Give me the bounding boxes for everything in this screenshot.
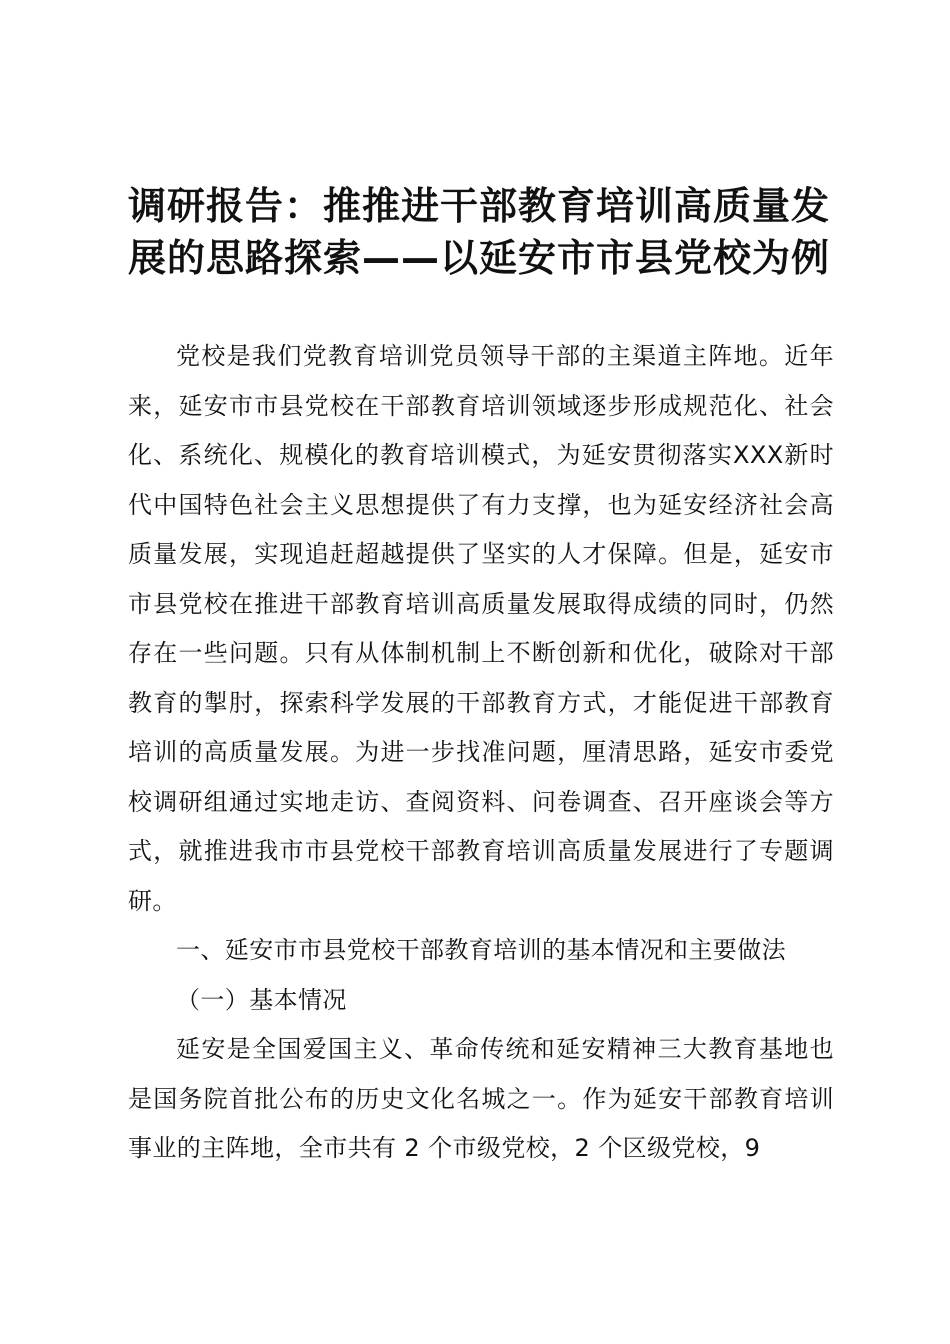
section-heading: 一、延安市市县党校干部教育培训的基本情况和主要做法 xyxy=(176,936,786,964)
document-body xyxy=(128,332,834,1174)
intro-paragraph: 党校是我们党教育培训党员领导干部的主渠道主阵地。近年来，延安市市县党校在干部教育培训领域逐步形成规范化、社会化、系统化、规模化的教育培训模式，为延安贯彻落实XXX新时代中国特色社会主义思想提供了有力支撑，也为延安经济社会高质量发展，实现追赶超越提供了坚实的人才保障。但是，延安市市县党校在推进干部教育培训高质量发展取得成绩的同时，仍然存在一些问题。只有从体制机制上不断创新和优化，破除对干部教育的掣肘，探索科学发展的干部教育方式，才能促进干部教育培训的高质量发展。为进一步找准问题，厘清思路，延安市委党校调研组通过实地走访、查阅资料、问卷调查、召开座谈会等方式，就推进我市市县党校干部教育培训高质量发展进行了专题调研。 xyxy=(128,342,834,915)
subsection-heading: （一）基本情况 xyxy=(176,985,347,1014)
document-title: 调研报告：推推进干部教育培训高质量发展的思路探索——以延安市市县党校为例 xyxy=(128,184,831,280)
subsection-paragraph: 延安是全国爱国主义、革命传统和延安精神三大教育基地也是国务院首批公布的历史文化名城之一。作为延安干部教育培训事业的主阵地，全市共有 2 个市级党校，2 个区级党校，9 xyxy=(128,1035,834,1162)
